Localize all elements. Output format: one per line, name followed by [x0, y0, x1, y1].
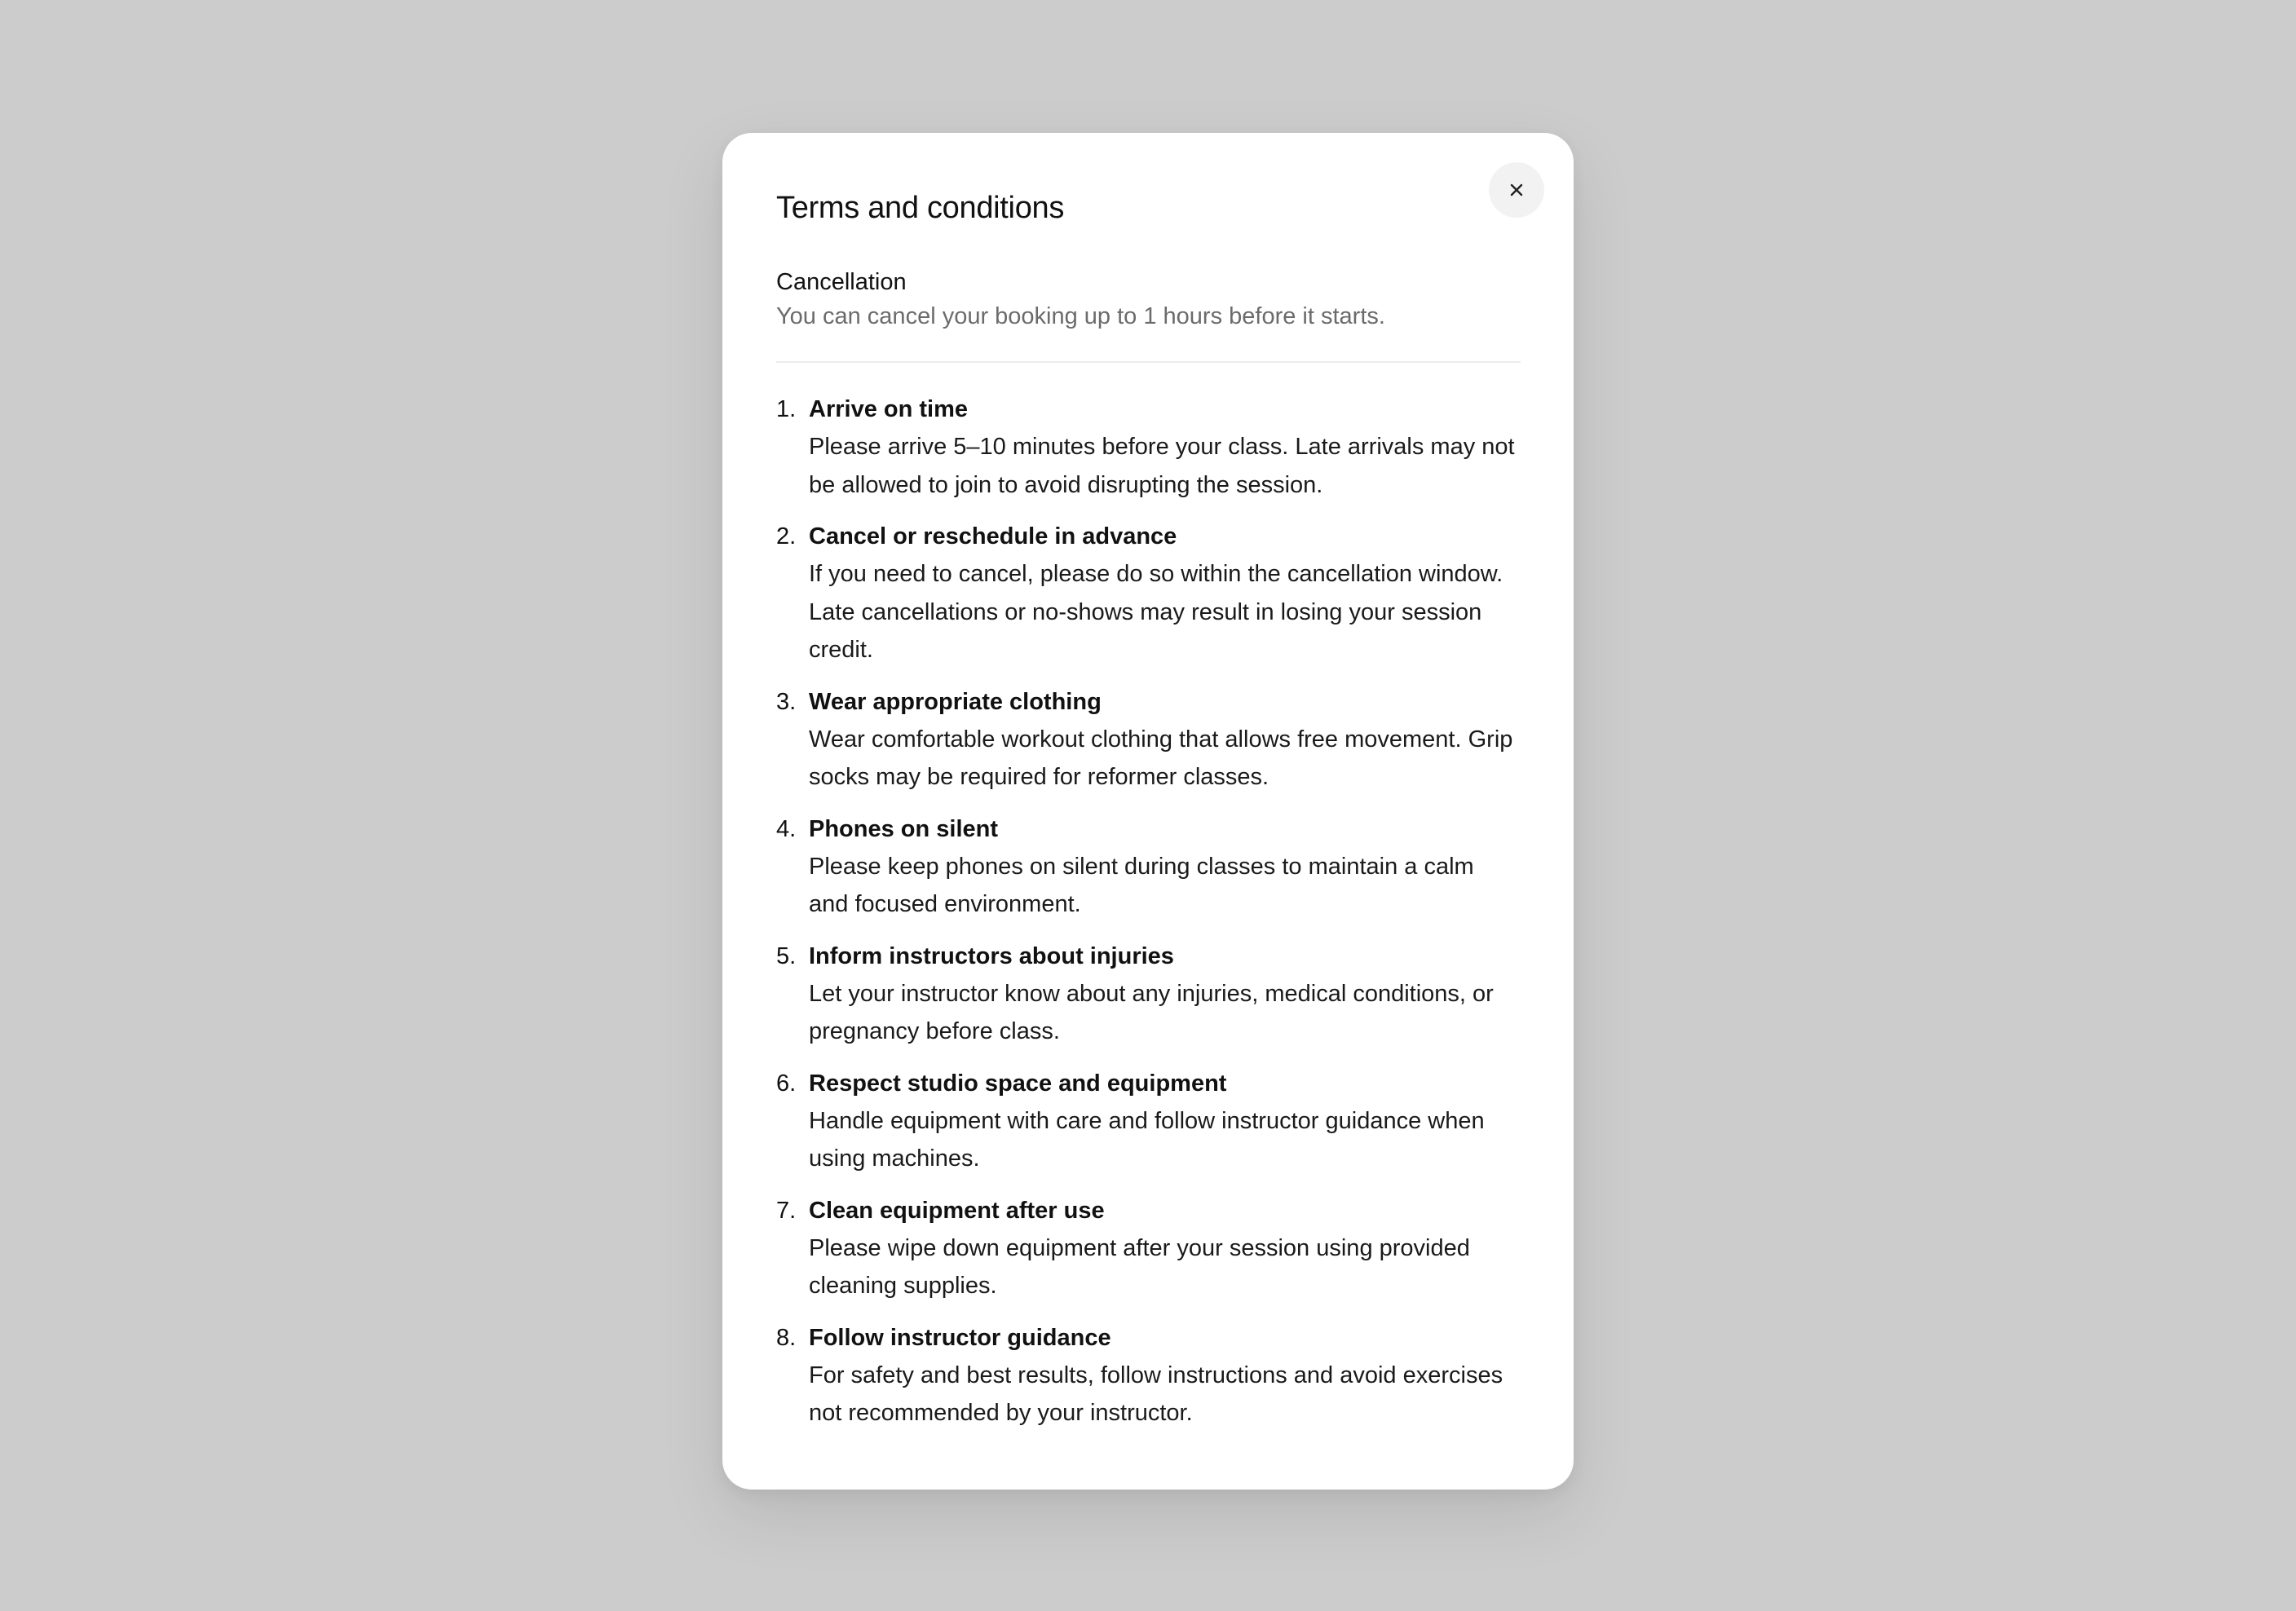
rules-list	[776, 391, 1521, 1432]
modal-title: Terms and conditions	[776, 191, 1065, 225]
rule-description: For safety and best results, follow instructions and avoid exercises not recommended by your instructor.	[809, 1362, 1503, 1426]
rule-number: 4.	[776, 815, 797, 842]
rule-title: Wear appropriate clothing	[809, 688, 1102, 715]
terms-modal	[722, 133, 1574, 1490]
rule-title: Inform instructors about injuries	[809, 942, 1174, 969]
rule-description: If you need to cancel, please do so within the cancellation window. Late cancellations or no-shows may result in losing your session credit.	[809, 561, 1503, 663]
close-icon	[1509, 183, 1524, 197]
cancellation-text: You can cancel your booking up to 1 hours before it starts.	[776, 303, 1385, 329]
rule-description: Wear comfortable workout clothing that allows free movement. Grip socks may be required for reformer classes.	[809, 726, 1513, 790]
rule-title: Arrive on time	[809, 396, 968, 422]
rule-number: 5.	[776, 942, 797, 969]
rule-description: Please arrive 5–10 minutes before your class. Late arrivals may not be allowed to join to avoid disrupting the session.	[809, 434, 1515, 498]
cancellation-section	[776, 265, 1521, 333]
rule-description: Let your instructor know about any injuries, medical conditions, or pregnancy before class.	[809, 980, 1494, 1044]
close-button[interactable]	[1489, 162, 1544, 218]
rule-title: Follow instructor guidance	[809, 1324, 1111, 1351]
rule-number: 1.	[776, 396, 797, 422]
rule-item	[776, 391, 1521, 504]
rule-number: 7.	[776, 1197, 797, 1224]
rule-item	[776, 938, 1521, 1051]
rule-title: Phones on silent	[809, 815, 999, 842]
rule-item	[776, 1319, 1521, 1432]
rule-description: Please wipe down equipment after your session using provided cleaning supplies.	[809, 1234, 1470, 1299]
rule-item	[776, 1192, 1521, 1305]
rule-number: 2.	[776, 523, 797, 550]
rule-item	[776, 683, 1521, 797]
rule-title: Respect studio space and equipment	[809, 1070, 1227, 1097]
rule-item	[776, 810, 1521, 924]
rule-title: Clean equipment after use	[809, 1197, 1105, 1224]
rule-description: Handle equipment with care and follow instructor guidance when using machines.	[809, 1107, 1485, 1172]
rule-item	[776, 1065, 1521, 1178]
rule-number: 6.	[776, 1070, 797, 1097]
rule-number: 3.	[776, 688, 797, 715]
rule-description: Please keep phones on silent during classes to maintain a calm and focused environment.	[809, 853, 1474, 917]
divider	[776, 361, 1521, 363]
rule-number: 8.	[776, 1324, 797, 1351]
rule-title: Cancel or reschedule in advance	[809, 523, 1177, 550]
rule-item	[776, 518, 1521, 669]
cancellation-heading: Cancellation	[776, 269, 907, 295]
